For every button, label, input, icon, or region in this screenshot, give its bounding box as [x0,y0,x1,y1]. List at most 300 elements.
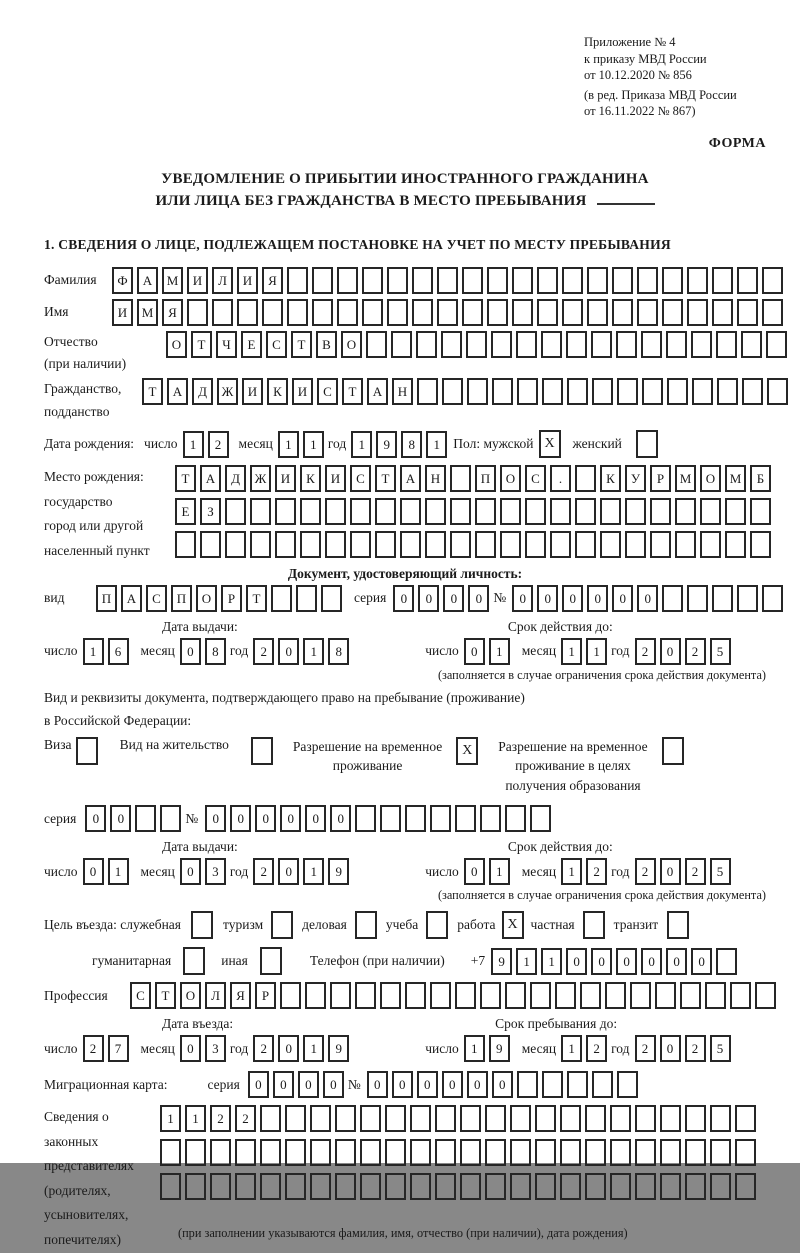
char-cell[interactable] [580,982,601,1009]
char-cell[interactable] [325,498,346,525]
char-cell[interactable] [617,1071,638,1098]
char-cell[interactable]: Л [212,267,233,294]
purpose-other-checkbox[interactable] [260,947,282,975]
char-cell[interactable] [610,1139,631,1166]
char-cell[interactable] [567,378,588,405]
char-cell[interactable]: 0 [660,858,681,885]
char-cell[interactable] [455,805,476,832]
visa-checkbox[interactable] [76,737,98,765]
char-cell[interactable]: 0 [280,805,301,832]
temp-residence-checkbox[interactable]: X [456,737,478,765]
char-cell[interactable] [237,299,258,326]
char-cell[interactable]: Т [155,982,176,1009]
char-cell[interactable] [262,299,283,326]
char-cell[interactable] [360,1139,381,1166]
char-cell[interactable] [567,1071,588,1098]
char-cell[interactable]: С [317,378,338,405]
char-cell[interactable] [716,331,737,358]
char-cell[interactable] [160,1139,181,1166]
char-cell[interactable] [285,1105,306,1132]
char-cell[interactable]: Т [375,465,396,492]
char-cell[interactable] [362,267,383,294]
char-cell[interactable] [400,531,421,558]
char-cell[interactable]: 0 [392,1071,413,1098]
char-cell[interactable] [410,1139,431,1166]
char-cell[interactable] [510,1139,531,1166]
char-cell[interactable]: К [300,465,321,492]
char-cell[interactable]: 9 [328,858,349,885]
char-cell[interactable] [687,267,708,294]
char-cell[interactable] [617,378,638,405]
char-cell[interactable] [542,378,563,405]
char-cell[interactable] [680,982,701,1009]
char-cell[interactable]: 2 [235,1105,256,1132]
char-cell[interactable] [691,331,712,358]
purpose-work-checkbox[interactable]: X [502,911,524,939]
char-cell[interactable] [212,299,233,326]
char-cell[interactable]: К [267,378,288,405]
char-cell[interactable] [525,531,546,558]
char-cell[interactable] [705,982,726,1009]
char-cell[interactable]: О [166,331,187,358]
char-cell[interactable] [735,1105,756,1132]
char-cell[interactable]: Р [255,982,276,1009]
char-cell[interactable] [560,1105,581,1132]
char-cell[interactable]: Р [221,585,242,612]
char-cell[interactable]: 8 [205,638,226,665]
char-cell[interactable] [685,1173,706,1200]
char-cell[interactable]: 0 [305,805,326,832]
char-cell[interactable]: 5 [710,858,731,885]
char-cell[interactable] [591,331,612,358]
char-cell[interactable] [637,267,658,294]
char-cell[interactable]: 2 [685,858,706,885]
char-cell[interactable]: Т [191,331,212,358]
char-cell[interactable]: М [725,465,746,492]
char-cell[interactable]: З [200,498,221,525]
char-cell[interactable]: 0 [562,585,583,612]
char-cell[interactable] [325,531,346,558]
char-cell[interactable]: Л [205,982,226,1009]
char-cell[interactable] [735,1139,756,1166]
char-cell[interactable] [410,1105,431,1132]
char-cell[interactable]: 1 [303,638,324,665]
char-cell[interactable] [250,531,271,558]
char-cell[interactable]: Т [175,465,196,492]
char-cell[interactable]: 1 [185,1105,206,1132]
char-cell[interactable] [410,1173,431,1200]
char-cell[interactable] [505,805,526,832]
char-cell[interactable] [360,1173,381,1200]
char-cell[interactable] [450,531,471,558]
char-cell[interactable] [375,498,396,525]
char-cell[interactable]: 0 [298,1071,319,1098]
char-cell[interactable]: 0 [443,585,464,612]
char-cell[interactable] [210,1173,231,1200]
char-cell[interactable]: 0 [205,805,226,832]
char-cell[interactable] [296,585,317,612]
char-cell[interactable]: И [112,299,133,326]
char-cell[interactable]: 1 [561,1035,582,1062]
char-cell[interactable] [416,331,437,358]
char-cell[interactable]: 2 [253,1035,274,1062]
char-cell[interactable]: 7 [108,1035,129,1062]
char-cell[interactable] [516,331,537,358]
char-cell[interactable]: А [137,267,158,294]
char-cell[interactable] [466,331,487,358]
char-cell[interactable] [700,531,721,558]
char-cell[interactable] [762,299,783,326]
char-cell[interactable]: 2 [635,638,656,665]
char-cell[interactable]: И [237,267,258,294]
char-cell[interactable] [685,1139,706,1166]
char-cell[interactable] [450,465,471,492]
char-cell[interactable] [666,331,687,358]
char-cell[interactable] [687,299,708,326]
char-cell[interactable] [360,1105,381,1132]
char-cell[interactable] [280,982,301,1009]
char-cell[interactable]: 3 [205,858,226,885]
char-cell[interactable] [491,331,512,358]
char-cell[interactable] [312,267,333,294]
char-cell[interactable]: . [550,465,571,492]
char-cell[interactable] [525,498,546,525]
char-cell[interactable]: Д [192,378,213,405]
char-cell[interactable] [737,267,758,294]
char-cell[interactable] [762,585,783,612]
char-cell[interactable]: С [146,585,167,612]
char-cell[interactable] [355,805,376,832]
char-cell[interactable]: Е [241,331,262,358]
char-cell[interactable] [650,531,671,558]
char-cell[interactable]: 9 [376,431,397,458]
char-cell[interactable] [560,1139,581,1166]
char-cell[interactable] [616,331,637,358]
char-cell[interactable] [330,982,351,1009]
char-cell[interactable] [300,498,321,525]
char-cell[interactable] [662,299,683,326]
char-cell[interactable] [716,948,737,975]
residence-permit-checkbox[interactable] [251,737,273,765]
char-cell[interactable]: У [625,465,646,492]
char-cell[interactable] [387,267,408,294]
char-cell[interactable]: Ж [250,465,271,492]
char-cell[interactable] [467,378,488,405]
char-cell[interactable] [560,1173,581,1200]
char-cell[interactable]: 2 [208,431,229,458]
char-cell[interactable] [275,498,296,525]
char-cell[interactable] [762,267,783,294]
purpose-private-checkbox[interactable] [583,911,605,939]
char-cell[interactable]: И [187,267,208,294]
char-cell[interactable]: Б [750,465,771,492]
char-cell[interactable] [366,331,387,358]
char-cell[interactable] [737,585,758,612]
char-cell[interactable]: 1 [561,858,582,885]
char-cell[interactable] [741,331,762,358]
char-cell[interactable]: П [171,585,192,612]
char-cell[interactable] [500,498,521,525]
char-cell[interactable] [310,1173,331,1200]
char-cell[interactable] [285,1139,306,1166]
char-cell[interactable]: И [275,465,296,492]
char-cell[interactable] [505,982,526,1009]
char-cell[interactable] [512,299,533,326]
char-cell[interactable] [730,982,751,1009]
char-cell[interactable] [675,531,696,558]
char-cell[interactable] [685,1105,706,1132]
char-cell[interactable]: П [96,585,117,612]
char-cell[interactable] [517,1071,538,1098]
char-cell[interactable] [335,1105,356,1132]
char-cell[interactable] [662,585,683,612]
char-cell[interactable]: 0 [278,1035,299,1062]
char-cell[interactable] [542,1071,563,1098]
char-cell[interactable] [712,299,733,326]
char-cell[interactable]: П [475,465,496,492]
char-cell[interactable] [335,1139,356,1166]
char-cell[interactable] [610,1105,631,1132]
purpose-business-checkbox[interactable] [355,911,377,939]
char-cell[interactable]: 2 [635,1035,656,1062]
char-cell[interactable]: 0 [255,805,276,832]
char-cell[interactable] [335,1173,356,1200]
char-cell[interactable]: К [600,465,621,492]
char-cell[interactable] [537,267,558,294]
char-cell[interactable] [160,1173,181,1200]
char-cell[interactable] [550,531,571,558]
char-cell[interactable]: Т [291,331,312,358]
char-cell[interactable] [710,1139,731,1166]
char-cell[interactable]: 0 [637,585,658,612]
char-cell[interactable] [512,267,533,294]
char-cell[interactable] [200,531,221,558]
char-cell[interactable] [667,378,688,405]
char-cell[interactable]: С [525,465,546,492]
char-cell[interactable]: 2 [586,1035,607,1062]
char-cell[interactable] [700,498,721,525]
char-cell[interactable]: М [675,465,696,492]
char-cell[interactable] [187,299,208,326]
char-cell[interactable] [625,531,646,558]
char-cell[interactable] [362,299,383,326]
char-cell[interactable]: 0 [612,585,633,612]
char-cell[interactable]: И [325,465,346,492]
char-cell[interactable] [275,531,296,558]
char-cell[interactable]: 0 [660,1035,681,1062]
char-cell[interactable] [480,805,501,832]
char-cell[interactable]: 1 [108,858,129,885]
char-cell[interactable] [555,982,576,1009]
char-cell[interactable] [385,1105,406,1132]
char-cell[interactable] [405,805,426,832]
char-cell[interactable] [641,331,662,358]
char-cell[interactable]: 0 [417,1071,438,1098]
char-cell[interactable]: 5 [710,1035,731,1062]
char-cell[interactable] [430,805,451,832]
purpose-humanitarian-checkbox[interactable] [183,947,205,975]
char-cell[interactable] [462,267,483,294]
char-cell[interactable] [712,585,733,612]
char-cell[interactable]: 0 [110,805,131,832]
char-cell[interactable] [612,267,633,294]
char-cell[interactable] [487,299,508,326]
char-cell[interactable]: 1 [561,638,582,665]
char-cell[interactable] [710,1173,731,1200]
char-cell[interactable] [635,1105,656,1132]
char-cell[interactable]: О [341,331,362,358]
char-cell[interactable] [767,378,788,405]
char-cell[interactable] [687,585,708,612]
char-cell[interactable]: И [242,378,263,405]
char-cell[interactable] [660,1173,681,1200]
char-cell[interactable]: 3 [205,1035,226,1062]
char-cell[interactable]: 0 [566,948,587,975]
purpose-transit-checkbox[interactable] [667,911,689,939]
char-cell[interactable] [585,1139,606,1166]
char-cell[interactable] [260,1173,281,1200]
char-cell[interactable] [175,531,196,558]
char-cell[interactable]: М [137,299,158,326]
char-cell[interactable] [475,498,496,525]
char-cell[interactable]: 9 [328,1035,349,1062]
char-cell[interactable]: 0 [512,585,533,612]
char-cell[interactable]: С [350,465,371,492]
char-cell[interactable] [391,331,412,358]
char-cell[interactable]: О [180,982,201,1009]
sex-female-checkbox[interactable] [636,430,658,458]
char-cell[interactable]: Т [142,378,163,405]
char-cell[interactable]: 0 [442,1071,463,1098]
char-cell[interactable] [235,1139,256,1166]
char-cell[interactable] [287,267,308,294]
char-cell[interactable]: 1 [541,948,562,975]
char-cell[interactable] [535,1105,556,1132]
char-cell[interactable] [510,1105,531,1132]
char-cell[interactable] [310,1139,331,1166]
char-cell[interactable]: Е [175,498,196,525]
char-cell[interactable] [442,378,463,405]
char-cell[interactable] [435,1105,456,1132]
char-cell[interactable] [575,465,596,492]
char-cell[interactable] [692,378,713,405]
char-cell[interactable] [385,1173,406,1200]
char-cell[interactable]: 0 [418,585,439,612]
char-cell[interactable]: 2 [685,638,706,665]
char-cell[interactable]: А [167,378,188,405]
char-cell[interactable] [630,982,651,1009]
char-cell[interactable] [425,498,446,525]
char-cell[interactable] [350,531,371,558]
char-cell[interactable]: 0 [641,948,662,975]
char-cell[interactable] [755,982,776,1009]
char-cell[interactable] [537,299,558,326]
char-cell[interactable] [455,982,476,1009]
char-cell[interactable]: 1 [303,431,324,458]
char-cell[interactable] [642,378,663,405]
char-cell[interactable]: Н [425,465,446,492]
char-cell[interactable] [462,299,483,326]
char-cell[interactable]: 0 [230,805,251,832]
char-cell[interactable]: Я [162,299,183,326]
char-cell[interactable] [337,299,358,326]
char-cell[interactable]: Я [230,982,251,1009]
char-cell[interactable] [592,378,613,405]
char-cell[interactable]: 0 [180,638,201,665]
char-cell[interactable] [385,1139,406,1166]
char-cell[interactable] [460,1173,481,1200]
char-cell[interactable]: Д [225,465,246,492]
char-cell[interactable] [725,498,746,525]
char-cell[interactable] [750,498,771,525]
char-cell[interactable] [535,1173,556,1200]
char-cell[interactable] [185,1139,206,1166]
char-cell[interactable] [717,378,738,405]
char-cell[interactable] [225,531,246,558]
char-cell[interactable]: Ж [217,378,238,405]
char-cell[interactable]: В [316,331,337,358]
char-cell[interactable] [475,531,496,558]
char-cell[interactable] [437,299,458,326]
char-cell[interactable] [610,1173,631,1200]
char-cell[interactable]: 2 [253,638,274,665]
char-cell[interactable] [225,498,246,525]
char-cell[interactable]: 1 [278,431,299,458]
char-cell[interactable]: А [200,465,221,492]
char-cell[interactable] [337,267,358,294]
char-cell[interactable] [350,498,371,525]
char-cell[interactable]: 0 [464,638,485,665]
char-cell[interactable]: 1 [426,431,447,458]
char-cell[interactable]: 2 [253,858,274,885]
temp-residence-edu-checkbox[interactable] [662,737,684,765]
char-cell[interactable]: 1 [586,638,607,665]
char-cell[interactable]: 0 [591,948,612,975]
char-cell[interactable] [637,299,658,326]
char-cell[interactable]: 0 [278,858,299,885]
char-cell[interactable] [235,1173,256,1200]
char-cell[interactable]: 9 [489,1035,510,1062]
char-cell[interactable] [592,1071,613,1098]
char-cell[interactable] [441,331,462,358]
char-cell[interactable]: 0 [85,805,106,832]
char-cell[interactable] [605,982,626,1009]
char-cell[interactable] [510,1173,531,1200]
char-cell[interactable]: Р [650,465,671,492]
char-cell[interactable] [612,299,633,326]
char-cell[interactable]: 0 [616,948,637,975]
char-cell[interactable] [210,1139,231,1166]
char-cell[interactable] [185,1173,206,1200]
char-cell[interactable] [387,299,408,326]
char-cell[interactable] [480,982,501,1009]
char-cell[interactable] [430,982,451,1009]
char-cell[interactable] [735,1173,756,1200]
char-cell[interactable]: 0 [180,858,201,885]
char-cell[interactable] [625,498,646,525]
char-cell[interactable]: 0 [492,1071,513,1098]
char-cell[interactable]: 8 [401,431,422,458]
char-cell[interactable] [517,378,538,405]
char-cell[interactable]: 0 [464,858,485,885]
char-cell[interactable]: 0 [468,585,489,612]
char-cell[interactable]: А [121,585,142,612]
char-cell[interactable]: 2 [635,858,656,885]
char-cell[interactable]: 1 [351,431,372,458]
char-cell[interactable] [530,805,551,832]
char-cell[interactable] [355,982,376,1009]
char-cell[interactable]: 1 [303,858,324,885]
